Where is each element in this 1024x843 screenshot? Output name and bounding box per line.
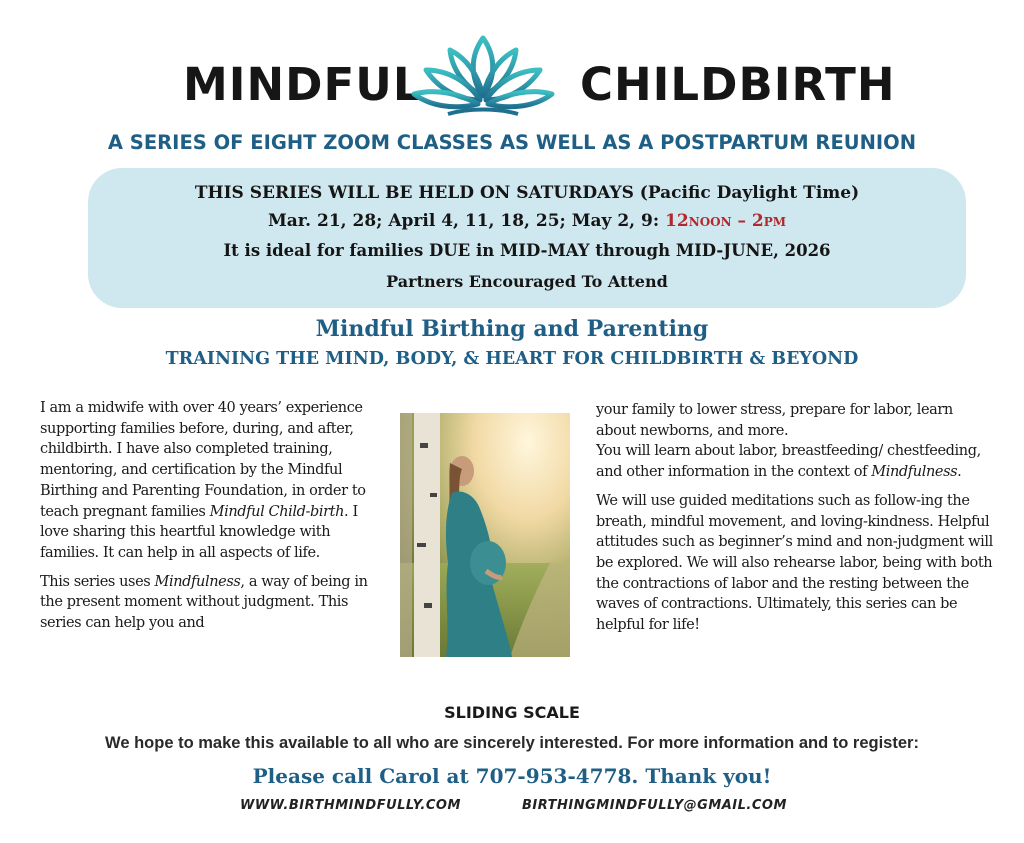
left-p1-text-a: I am a midwife with over 40 years’ experience supporting families before, during, and after, childbirth. I have also completed training, mentoring, and certification by the Mindful Birthing and Parenting Foundation, in order to teach pregnant families xyxy=(40,400,366,520)
pregnant-woman-photo xyxy=(400,413,570,657)
section-tagline: TRAINING THE MIND, BODY, & HEART FOR CHILDBIRTH & BEYOND xyxy=(165,349,859,369)
right-p1-text-c: . xyxy=(957,464,962,481)
time-dash: – xyxy=(731,211,752,231)
schedule-partners-line: Partners Encouraged To Attend xyxy=(386,272,668,291)
left-p2-emphasis: Mindfulness xyxy=(154,573,241,590)
right-p1-text-a: your family to lower stress, prepare for labor, learn about newborns, and more. xyxy=(596,402,953,439)
email-link[interactable]: BIRTHINGMINDFULLY@GMAIL.COM xyxy=(522,798,787,813)
left-p2-text-b: , a way of being in the present moment without judgment. This series can help you and xyxy=(40,573,368,632)
left-paragraph-2 xyxy=(40,572,388,634)
website-link[interactable]: WWW.BIRTHMINDFULLY.COM xyxy=(240,798,461,813)
schedule-dates: Mar. 21, 28; April 4, 11, 18, 25; May 2, 9: xyxy=(267,211,660,231)
time-start-number: 12 xyxy=(665,211,689,231)
right-p1-emphasis: Mindfulness xyxy=(871,464,958,481)
time-start-word: NOON xyxy=(688,215,732,229)
lotus-icon xyxy=(408,30,558,122)
time-end-word: PM xyxy=(763,215,787,229)
series-subtitle: A SERIES OF EIGHT ZOOM CLASSES AS WELL AS A POSTPARTUM REUNION xyxy=(107,131,917,154)
right-column xyxy=(596,400,996,644)
schedule-time xyxy=(665,211,786,231)
right-paragraph-1 xyxy=(596,400,996,483)
registration-note: We hope to make this available to all who are sincerely interested. For more information and to register: xyxy=(105,734,919,752)
schedule-box xyxy=(88,168,966,308)
schedule-dates-line xyxy=(88,211,966,231)
section-title: Mindful Birthing and Parenting xyxy=(315,316,709,342)
schedule-day-line: THIS SERIES WILL BE HELD ON SATURDAYS (Pacific Daylight Time) xyxy=(194,183,860,203)
left-p2-text-a: This series uses xyxy=(40,573,155,590)
title-mindful: MINDFUL xyxy=(183,58,423,111)
right-paragraph-2: We will use guided meditations such as follow-ing the breath, mindful movement, and loving-kindness. Helpful attitudes such as beginner’s mind and non-judgment will be explored. We will also rehearse labor, being with both the contractions of labor and the resting between the waves of contractions. Ultimately, this series can be helpful for life! xyxy=(596,492,993,634)
left-paragraph-1 xyxy=(40,398,388,564)
title-childbirth: CHILDBIRTH xyxy=(580,58,896,111)
time-end-number: 2 xyxy=(751,211,764,231)
call-to-action: Please call Carol at 707-953-4778. Thank you! xyxy=(252,764,772,788)
sliding-scale-heading: SLIDING SCALE xyxy=(444,703,580,722)
right-p1-text-b: You will learn about labor, breastfeeding/ chestfeeding, and other information in the context of xyxy=(596,443,981,481)
schedule-due-line: It is ideal for families DUE in MID-MAY through MID-JUNE, 2026 xyxy=(223,241,831,260)
left-p1-emphasis: Mindful Child-birth xyxy=(209,503,345,520)
left-column xyxy=(40,398,388,642)
left-p1-text-b: . I love sharing this heartful knowledge with families. It can help in all aspects of life. xyxy=(40,503,358,561)
